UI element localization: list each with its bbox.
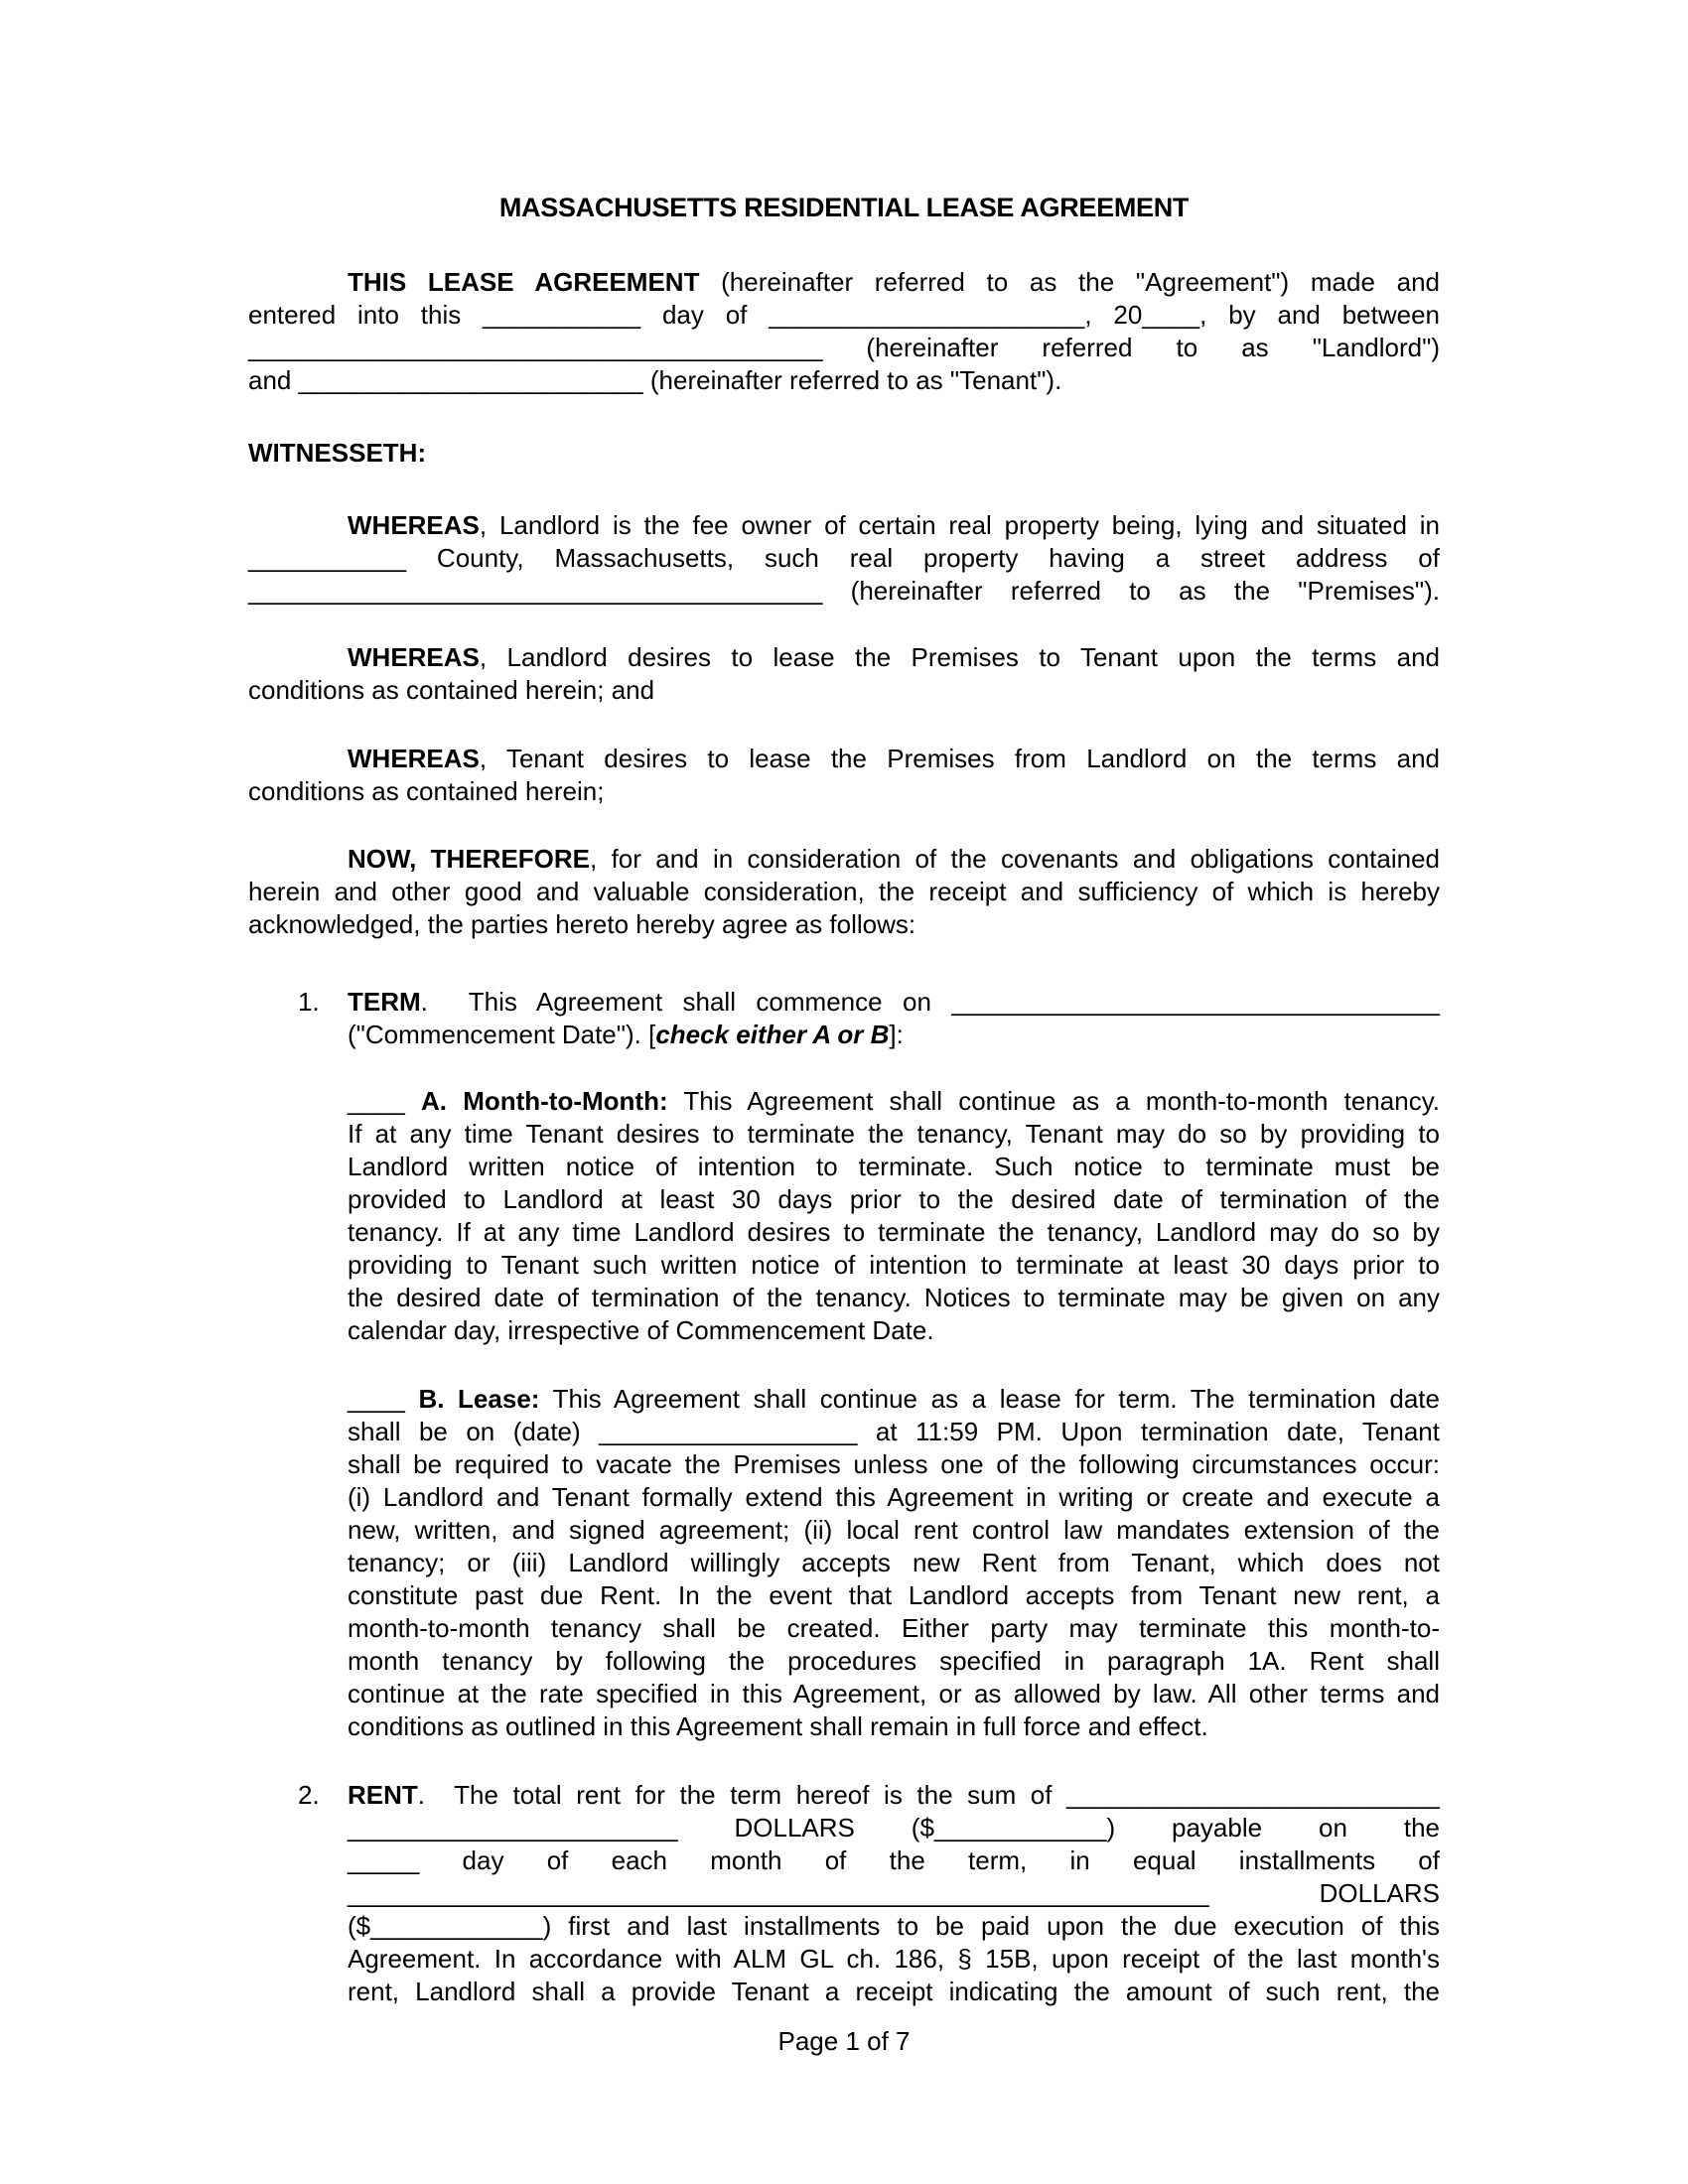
text-line: calendar day, irrespective of Commencement Date. [348,1315,934,1345]
text-line: ____________________________________________________________ DOLLARS [348,1878,1440,1908]
option-a-label: A. Month-to-Month: [421,1086,668,1116]
text-line: providing to Tenant such written notice of intention to terminate at least 30 days prior to [348,1250,1440,1280]
text-line: ($____________) first and last installments to be paid upon the due execution of this [348,1911,1440,1941]
bold-phrase: WHEREAS [348,744,480,773]
text-line [348,1779,1440,1812]
text-line: new, written, and signed agreement; (ii) local rent control law mandates extension of the [348,1515,1440,1545]
text-line [248,641,1440,674]
bold-phrase: NOW, THEREFORE [348,844,591,874]
text-segment: , Tenant desires to lease the Premises from Landlord on the terms and [479,744,1440,773]
check-instruction: check either A or B [655,1020,890,1049]
text-line: ________________________________________ (hereinafter referred to as the "Premises"). [248,576,1440,606]
checkbox-blank-line: ____ [348,1086,422,1116]
text-line: Landlord written notice of intention to terminate. Such notice to terminate must be [348,1152,1440,1181]
page-content [248,0,1440,2008]
text-line: ________________________________________ (hereinafter referred to as "Landlord") [248,333,1440,362]
text-line: tenancy; or (iii) Landlord willingly accepts new Rent from Tenant, which does not [348,1548,1440,1577]
text-line: shall be on (date) __________________ at 11:59 PM. Upon termination date, Tenant [348,1417,1440,1446]
whereas-owner-paragraph [248,509,1440,608]
text-segment: , Landlord desires to lease the Premises to Tenant upon the terms and [479,642,1440,672]
intro-paragraph [248,266,1440,397]
text-segment: (hereinafter referred to as the "Agreement") made and [699,267,1440,297]
section-number: 1. [298,987,320,1017]
text-line: month-to-month tenancy shall be created. Either party may terminate this month-to- [348,1613,1440,1643]
text-line: (i) Landlord and Tenant formally extend this Agreement in writing or create and execute a [348,1482,1440,1512]
term-section [248,986,1440,1051]
text-line: constitute past due Rent. In the event that Landlord accepts from Tenant new rent, a [348,1580,1440,1610]
text-line [248,743,1440,775]
text-line [348,1383,1440,1416]
text-line: entered into this ___________ day of ______________________, 20____, by and between [248,300,1440,330]
witnesseth-heading: WITNESSETH: [248,438,427,468]
document-title: MASSACHUSETTS RESIDENTIAL LEASE AGREEMENT [498,193,1190,222]
text-line: shall be required to vacate the Premises unless one of the following circumstances occur: [348,1449,1440,1479]
bold-phrase: WHEREAS [348,510,480,540]
text-line: ___________ County, Massachusetts, such real property having a street address of [248,543,1440,573]
text-line: Agreement. In accordance with ALM GL ch. 186, § 15B, upon receipt of the last month's [348,1944,1440,1974]
text-line: conditions as outlined in this Agreement shall remain in full force and effect. [348,1711,1208,1741]
text-line [248,509,1440,542]
text-segment: . This Agreement shall commence on __________________________________ [420,987,1440,1017]
text-line: the desired date of termination of the tenancy. Notices to terminate may be given on any [348,1283,1440,1312]
text-line [248,843,1440,876]
text-segment: This Agreement shall continue as a lease for term. The termination date [539,1384,1440,1414]
text-segment: ("Commencement Date"). [ [348,1020,656,1049]
bold-phrase: WHEREAS [348,642,480,672]
bold-phrase: THIS LEASE AGREEMENT [348,267,700,297]
section-number: 2. [298,1780,320,1810]
term-option-a-paragraph [348,1085,1440,1347]
text-line: rent, Landlord shall a provide Tenant a receipt indicating the amount of such rent, the [348,1977,1440,2006]
text-segment: . The total rent for the term hereof is the sum of __________________________ [417,1780,1440,1810]
text-line: provided to Landlord at least 30 days prior to the desired date of termination of the [348,1184,1440,1214]
bold-phrase: TERM [348,987,421,1017]
text-line: month tenancy by following the procedures specified in paragraph 1A. Rent shall [348,1646,1440,1676]
text-segment: ]: [889,1020,904,1049]
text-line: _____ day of each month of the term, in equal installments of [348,1845,1440,1875]
text-line: continue at the rate specified in this Agreement, or as allowed by law. All other terms and [348,1679,1440,1708]
bold-phrase: RENT [348,1780,418,1810]
text-line: conditions as contained herein; [248,776,605,806]
term-option-b-paragraph [348,1383,1440,1743]
text-line [348,1085,1440,1118]
text-line: herein and other good and valuable consideration, the receipt and sufficiency of which is hereby [248,877,1440,906]
text-line [348,1019,1440,1051]
text-line [248,266,1440,299]
text-line [348,986,1440,1019]
whereas-landlord-paragraph [248,641,1440,707]
text-line: conditions as contained herein; and [248,675,655,705]
text-segment: , Landlord is the fee owner of certain real property being, lying and situated in [479,510,1440,540]
text-line: tenancy. If at any time Landlord desires to terminate the tenancy, Landlord may do so by [348,1217,1440,1247]
text-segment: , for and in consideration of the covenants and obligations contained [590,844,1440,874]
rent-section [248,1779,1440,2008]
checkbox-blank-line: ____ [348,1384,419,1414]
now-therefore-paragraph [248,843,1440,941]
text-line: acknowledged, the parties hereto hereby agree as follows: [248,909,916,939]
option-b-label: B. Lease: [418,1384,540,1414]
whereas-tenant-paragraph [248,743,1440,808]
text-line: _______________________ DOLLARS ($____________) payable on the [348,1813,1440,1843]
text-segment: This Agreement shall continue as a month-to-month tenancy. [667,1086,1440,1116]
text-line: and ________________________ (hereinafter referred to as "Tenant"). [248,365,1062,395]
text-line: If at any time Tenant desires to terminate the tenancy, Tenant may do so by providing to [348,1119,1440,1149]
page-number-footer: Page 1 of 7 [777,2026,911,2056]
